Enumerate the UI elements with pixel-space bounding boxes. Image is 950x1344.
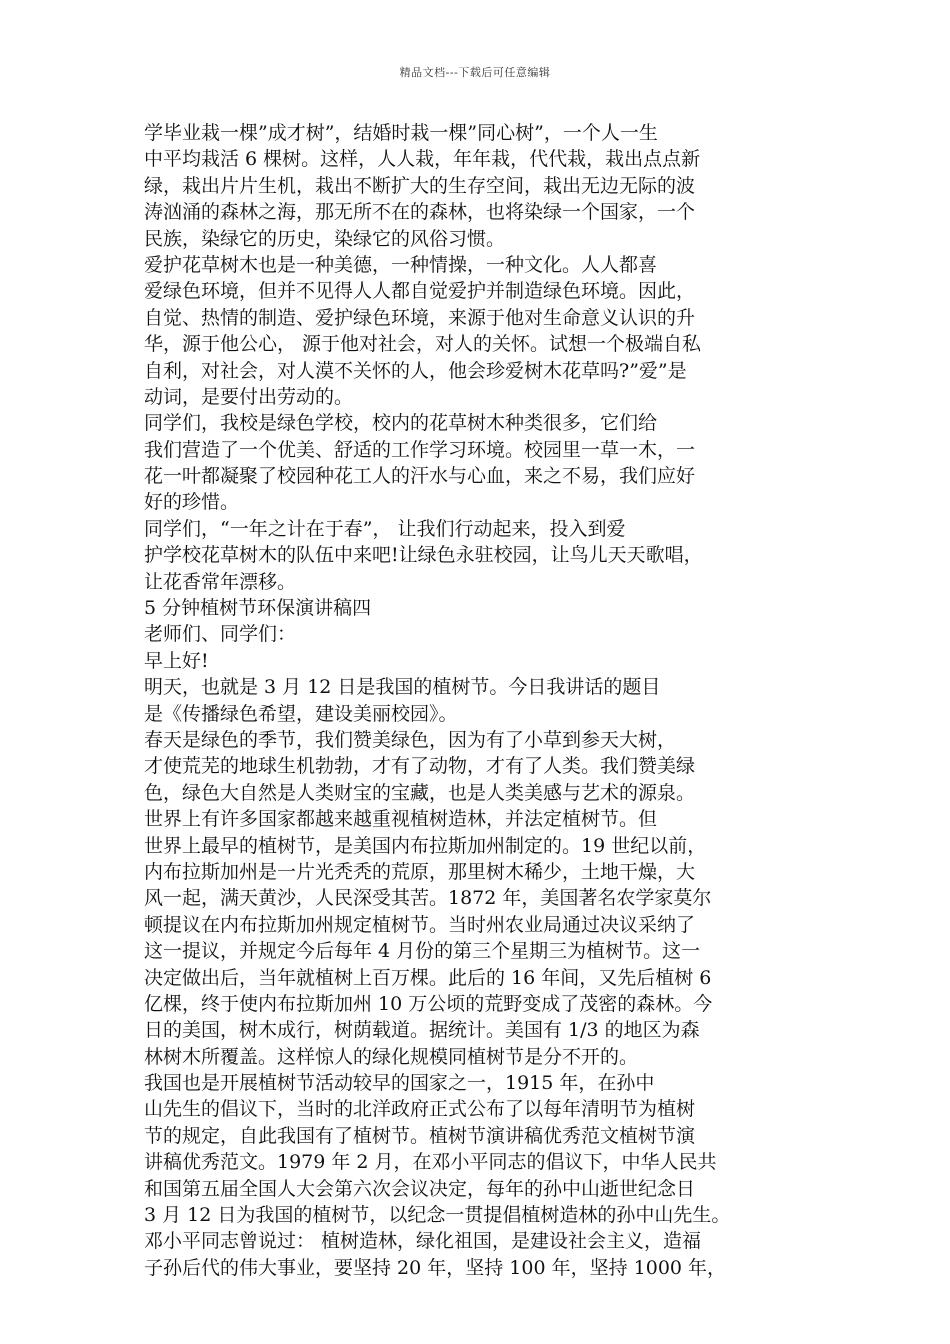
text-line: 决定做出后，当年就植树上百万棵。此后的 16 年间，又先后植树 6 — [144, 966, 712, 989]
text-line: 同学们，“一年之计在于春”， 让我们行动起来，投入到爱 — [144, 517, 626, 540]
text-line: 早上好! — [144, 649, 209, 672]
text-line: 华，源于他公心， 源于他对社会，对人的关怀。试想一个极端自私 — [144, 333, 702, 356]
text-line: 是《传播绿色希望，建设美丽校园》。 — [144, 702, 458, 725]
text-line: 我国也是开展植树节活动较早的国家之一，1915 年，在孙中 — [144, 1072, 655, 1095]
document-body — [144, 120, 808, 1281]
text-line: 中平均栽活 6 棵树。这样，人人栽，年年栽，代代栽，栽出点点新 — [144, 148, 701, 171]
text-line: 绿，栽出片片生机，栽出不断扩大的生存空间，栽出无边无际的波 — [144, 174, 696, 197]
page-header: 精品文档---下载后可任意编辑 — [399, 66, 551, 79]
text-line: 色，绿色大自然是人类财宝的宝藏，也是人类美感与艺术的源泉。 — [144, 781, 696, 804]
text-line: 明天，也就是 3 月 12 日是我国的植树节。今日我讲话的题目 — [144, 676, 661, 699]
text-line: 才使荒芜的地球生机勃勃，才有了动物，才有了人类。我们赞美绿 — [144, 755, 696, 778]
text-line: 爱护花草树木也是一种美德，一种情操，一种文化。人人都喜 — [144, 253, 658, 276]
text-line: 春天是绿色的季节，我们赞美绿色，因为有了小草到参天大树， — [144, 728, 677, 751]
text-line: 子孙后代的伟大事业，要坚持 20 年，坚持 100 年，坚持 1000 年， — [144, 1256, 727, 1279]
text-line: 我们营造了一个优美、舒适的工作学习环境。校园里一草一木，一 — [144, 438, 696, 461]
text-line: 爱绿色环境，但并不见得人人都自觉爱护并制造绿色环境。因此， — [144, 280, 696, 303]
text-line: 3 月 12 日为我国的植树节，以纪念一贯提倡植树造林的孙中山先生。 — [144, 1204, 731, 1227]
text-line: 涛汹涌的森林之海，那无所不在的森林，也将染绿一个国家，一个 — [144, 201, 696, 224]
text-line: 世界上有许多国家都越来越重视植树造林，并法定植树节。但 — [144, 808, 658, 831]
text-line: 5 分钟植树节环保演讲稿四 — [144, 597, 372, 620]
text-line: 讲稿优秀范文。1979 年 2 月，在邓小平同志的倡议下，中华人民共 — [144, 1151, 717, 1174]
text-line: 好的珍惜。 — [144, 491, 240, 514]
text-line: 邓小平同志曾说过： 植树造林，绿化祖国，是建设社会主义，造福 — [144, 1230, 702, 1253]
text-line: 同学们，我校是绿色学校，校内的花草树木种类很多，它们给 — [144, 412, 658, 435]
text-line: 风一起，满天黄沙，人民深受其苦。1872 年，美国著名农学家莫尔 — [144, 887, 712, 910]
text-line: 花一叶都凝聚了校园种花工人的汗水与心血，来之不易，我们应好 — [144, 465, 696, 488]
text-line: 自觉、热情的制造、爱护绿色环境，来源于他对生命意义认识的升 — [144, 306, 696, 329]
text-line: 自利，对社会，对人漠不关怀的人，他会珍爱树木花草吗?”爱”是 — [144, 359, 687, 382]
text-line: 学毕业栽一棵”成才树”，结婚时栽一棵”同心树”，一个人一生 — [144, 122, 658, 144]
text-line: 动词，是要付出劳动的。 — [144, 385, 354, 408]
text-line: 林树木所覆盖。这样惊人的绿化规模同植树节是分不开的。 — [144, 1045, 639, 1068]
text-line: 内布拉斯加州是一片光秃秃的荒原，那里树木稀少，土地干燥，大 — [144, 860, 696, 883]
text-line: 节的规定，自此我国有了植树节。植树节演讲稿优秀范文植树节演 — [144, 1124, 696, 1147]
text-line: 护学校花草树木的队伍中来吧!让绿色永驻校园，让鸟儿天天歌唱， — [144, 544, 703, 567]
text-line: 民族，染绿它的历史，染绿它的风俗习惯。 — [144, 227, 506, 250]
text-line: 山先生的倡议下，当时的北洋政府正式公布了以每年清明节为植树 — [144, 1098, 696, 1121]
text-line: 这一提议，并规定今后每年 4 月份的第三个星期三为植树节。这一 — [144, 940, 701, 963]
text-line: 让花香常年漂移。 — [144, 570, 297, 593]
text-line: 日的美国，树木成行，树荫载道。据统计。美国有 1/3 的地区为森 — [144, 1019, 700, 1042]
text-line: 世界上最早的植树节，是美国内布拉斯加州制定的。19 世纪以前， — [144, 834, 707, 857]
text-line: 老师们、同学们： — [144, 623, 297, 646]
text-line: 亿棵，终于使内布拉斯加州 10 万公顷的荒野变成了茂密的森林。今 — [144, 992, 713, 1015]
text-line: 顿提议在内布拉斯加州规定植树节。当时州农业局通过决议采纳了 — [144, 913, 696, 936]
text-line: 和国第五届全国人大会第六次会议决定，每年的孙中山逝世纪念日 — [144, 1177, 696, 1200]
